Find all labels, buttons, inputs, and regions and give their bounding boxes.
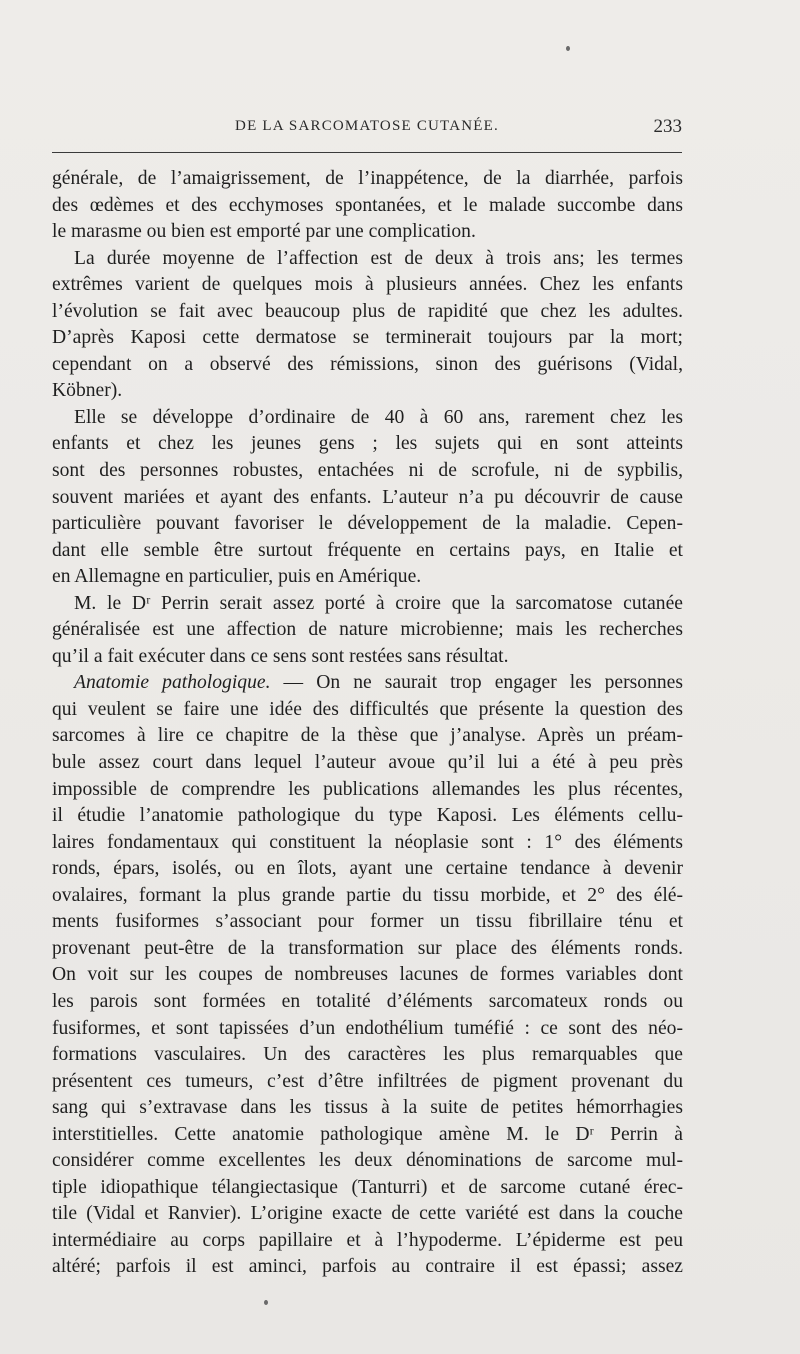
text-line: On voit sur les coupes de nombreuses lacunes de formes variables dont: [52, 964, 683, 986]
text-line: extrêmes varient de quelques mois à plusieurs années. Chez les enfants: [52, 274, 683, 296]
text-line: impossible de comprendre les publications allemandes les plus récentes,: [52, 778, 683, 800]
text-line: tiple idiopathique télangiectasique (Tanturri) et de sarcome cutané érec-: [52, 1176, 683, 1198]
text-line: des œdèmes et des ecchymoses spontanées, et le malade succombe dans: [52, 194, 683, 216]
running-title: DE LA SARCOMATOSE CUTANÉE.: [235, 118, 499, 134]
paragraph-start-line: La durée moyenne de l’affection est de deux à trois ans; les termes: [74, 247, 683, 269]
paper-speck: [566, 46, 570, 51]
text-line: l’évolution se fait avec beaucoup plus de rapidité que chez les adultes.: [52, 300, 683, 322]
text-line: sang qui s’extravase dans les tissus à la suite de petites hémorrhagies: [52, 1097, 683, 1119]
text-line: sarcomes à lire ce chapitre de la thèse que j’analyse. Après un préam-: [52, 725, 683, 747]
text-line: considérer comme excellentes les deux dénominations de sarcome mul-: [52, 1150, 683, 1172]
text-line: dant elle semble être surtout fréquente en certains pays, en Italie et: [52, 539, 683, 561]
paragraph-start-line: Elle se développe d’ordinaire de 40 à 60 ans, rarement chez les: [74, 406, 683, 428]
text-line: D’après Kaposi cette dermatose se terminerait toujours par la mort;: [52, 327, 683, 349]
text-line: souvent mariées et ayant des enfants. L’auteur n’a pu découvrir de cause: [52, 486, 683, 508]
paragraph-start-line: M. le Dʳ Perrin serait assez porté à croire que la sarcomatose cutanée: [74, 592, 683, 614]
text-line: interstitielles. Cette anatomie pathologique amène M. le Dʳ Perrin à: [52, 1123, 683, 1145]
text-line: sont des personnes robustes, entachées ni de scrofule, ni de sypbilis,: [52, 460, 683, 482]
text-line: laires fondamentaux qui constituent la néoplasie sont : 1° des éléments: [52, 831, 683, 853]
text-line: enfants et chez les jeunes gens ; les sujets qui en sont atteints: [52, 433, 683, 455]
body-text: [52, 166, 683, 1281]
text-line: ments fusiformes s’associant pour former un tissu fibrillaire ténu et: [52, 911, 683, 933]
text-line: le marasme ou bien est emporté par une complication.: [52, 221, 476, 243]
section-heading-continuation: — On ne saurait trop engager les personnes: [270, 672, 683, 694]
text-line: altéré; parfois il est aminci, parfois au contraire il est épassi; assez: [52, 1256, 683, 1278]
text-line: fusiformes, et sont tapissées d’un endothélium tuméfié : ce sont des néo-: [52, 1017, 683, 1039]
text-line: il étudie l’anatomie pathologique du type Kaposi. Les éléments cellu-: [52, 805, 683, 827]
header-rule: [52, 152, 682, 153]
text-line: formations vasculaires. Un des caractères les plus remarquables que: [52, 1044, 683, 1066]
text-line: généralisée est une affection de nature microbienne; mais les recherches: [52, 619, 683, 641]
text-line: particulière pouvant favoriser le développement de la maladie. Cepen-: [52, 513, 683, 535]
text-line: intermédiaire au corps papillaire et à l’hypoderme. L’épiderme est peu: [52, 1229, 683, 1251]
section-heading: Anatomie pathologique.: [74, 672, 271, 694]
page-number: 233: [653, 116, 682, 137]
text-line: les parois sont formées en totalité d’éléments sarcomateux ronds ou: [52, 990, 683, 1012]
text-line: présentent ces tumeurs, c’est d’être infiltrées de pigment provenant du: [52, 1070, 683, 1092]
text-line: générale, de l’amaigrissement, de l’inappétence, de la diarrhée, parfois: [52, 168, 683, 189]
text-line: en Allemagne en particulier, puis en Amérique.: [52, 566, 422, 588]
text-line: provenant peut-être de la transformation sur place des éléments ronds.: [52, 937, 683, 959]
page-header: [52, 114, 682, 142]
text-line: ronds, épars, isolés, ou en îlots, ayant une certaine tendance à devenir: [52, 858, 683, 880]
text-line: qui veulent se faire une idée des difficultés que présente la question des: [52, 698, 683, 720]
text-line: tile (Vidal et Ranvier). L’origine exacte de cette variété est dans la couche: [52, 1203, 683, 1225]
paper-speck: [264, 1300, 268, 1305]
text-line: Köbner).: [52, 380, 123, 402]
text-line: cependant on a observé des rémissions, sinon des guérisons (Vidal,: [52, 353, 683, 375]
text-line: qu’il a fait exécuter dans ce sens sont restées sans résultat.: [52, 645, 509, 667]
section-heading-line: [52, 670, 683, 697]
text-line: bule assez court dans lequel l’auteur avoue qu’il lui a été à peu près: [52, 752, 683, 774]
text-line: ovalaires, formant la plus grande partie du tissu morbide, et 2° des élé-: [52, 884, 683, 906]
